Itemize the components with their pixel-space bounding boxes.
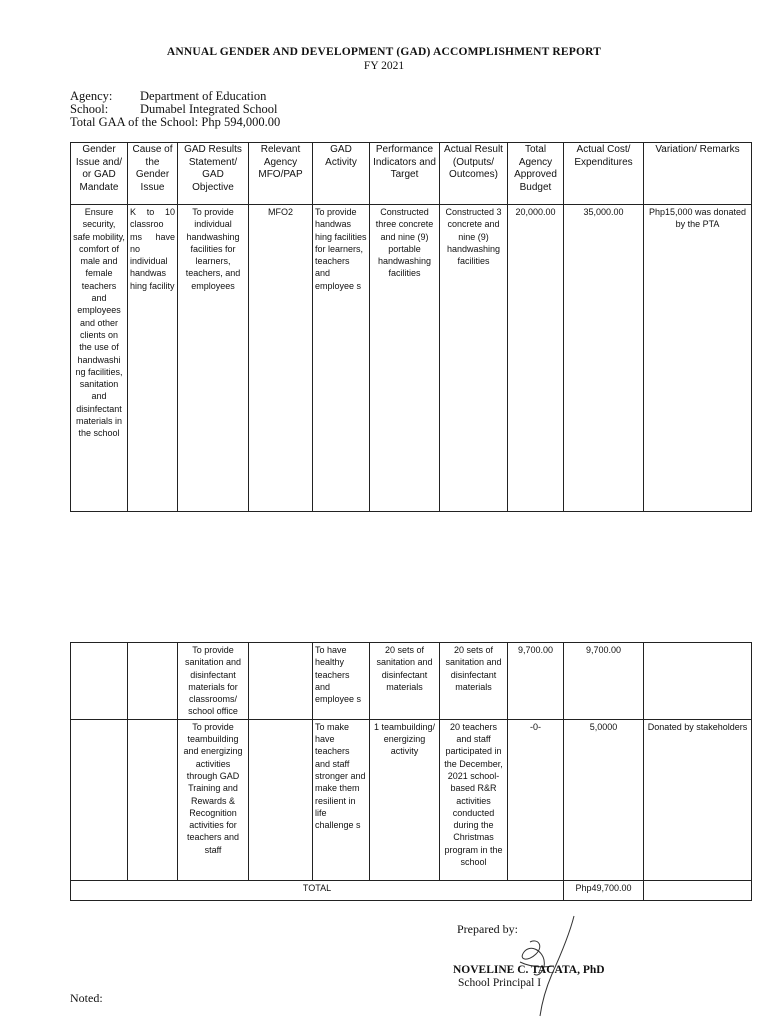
cell-mfo (249, 719, 313, 880)
cell-indicators: 1 teambuilding/ energizing activity (370, 719, 440, 880)
report-title: ANNUAL GENDER AND DEVELOPMENT (GAD) ACCOMPLISHMENT REPORT (166, 46, 602, 58)
cell-actual-result: 20 sets of sanitation and disinfectant materials (440, 643, 508, 720)
table-row (71, 719, 752, 880)
cell-remarks: Donated by stakeholders (644, 719, 752, 880)
cell-mfo: MFO2 (249, 205, 313, 512)
col-header-actual-result: Actual Result (Outputs/ Outcomes) (440, 143, 508, 205)
cell-activity: To make have teachers and staff stronger and make them resilient in life challenge s (313, 719, 370, 880)
cell-gender-issue (71, 719, 128, 880)
col-header-cost: Actual Cost/ Expenditures (564, 143, 644, 205)
col-header-cause: Cause of the Gender Issue (128, 143, 178, 205)
fiscal-year: FY 2021 (363, 60, 405, 72)
cell-remarks: Php15,000 was donated by the PTA (644, 205, 752, 512)
cell-cause (128, 719, 178, 880)
school-value: Dumabel Integrated School (140, 102, 278, 116)
cell-budget: 20,000.00 (508, 205, 564, 512)
cell-actual-result: 20 teachers and staff participated in the December, 2021 school-based R&R activities conducted during the Christmas program in the school (440, 719, 508, 880)
signer-position: School Principal I (458, 977, 542, 989)
cell-gad-objective: To provide teambuilding and energizing activities through GAD Training and Rewards & Recognition activities for teachers and staff (178, 719, 249, 880)
cell-mfo (249, 643, 313, 720)
col-header-gender-issue: Gender Issue and/ or GAD Mandate (71, 143, 128, 205)
table-row (71, 643, 752, 720)
col-header-budget: Total Agency Approved Budget (508, 143, 564, 205)
cell-activity: To provide handwas hing facilities for learners, teachers and employee s (313, 205, 370, 512)
school-label: School: (70, 102, 109, 116)
cell-cause (128, 643, 178, 720)
agency-label: Agency: (70, 89, 113, 103)
cell-budget: 9,700.00 (508, 643, 564, 720)
cell-remarks (644, 643, 752, 720)
total-gaa: Total GAA of the School: Php 594,000.00 (70, 115, 281, 129)
col-header-activity: GAD Activity (313, 143, 370, 205)
col-header-gad-results: GAD Results Statement/ GAD Objective (178, 143, 249, 205)
cell-budget: -0- (508, 719, 564, 880)
total-label: TOTAL (71, 880, 564, 900)
prepared-by-label: Prepared by: (457, 922, 518, 936)
total-value: Php49,700.00 (564, 880, 644, 900)
gad-report-table-continued (70, 642, 752, 901)
cell-activity: To have healthy teachers and employee s (313, 643, 370, 720)
cell-gender-issue (71, 643, 128, 720)
col-header-remarks: Variation/ Remarks (644, 143, 752, 205)
agency-value: Department of Education (140, 89, 267, 103)
cell-gad-objective: To provide individual handwashing facilities for learners, teachers, and employees (178, 205, 249, 512)
cell-cost: 5,0000 (564, 719, 644, 880)
cell-indicators: 20 sets of sanitation and disinfectant materials (370, 643, 440, 720)
col-header-mfo: Relevant Agency MFO/PAP (249, 143, 313, 205)
cell-cause: K to 10 classroo ms have no individual handwas hing facility (128, 205, 178, 512)
cell-actual-result: Constructed 3 concrete and nine (9) handwashing facilities (440, 205, 508, 512)
cell-cost: 9,700.00 (564, 643, 644, 720)
total-remarks (644, 880, 752, 900)
cell-cost: 35,000.00 (564, 205, 644, 512)
table-header-row (71, 143, 752, 205)
cell-gad-objective: To provide sanitation and disinfectant materials for classrooms/ school office (178, 643, 249, 720)
table-row (71, 205, 752, 512)
cell-gender-issue: Ensure security, safe mobility, comfort of male and female teachers and employees and other clients on the use of handwashi ng facilities, sanitation and disinfectant materials in the school (71, 205, 128, 512)
noted-label: Noted: (70, 991, 103, 1005)
gad-report-table (70, 142, 752, 512)
cell-indicators: Constructed three concrete and nine (9) portable handwashing facilities (370, 205, 440, 512)
col-header-indicators: Performance Indicators and Target (370, 143, 440, 205)
signer-name: NOVELINE C. TACATA, PhD (453, 964, 605, 976)
table-total-row (71, 880, 752, 900)
